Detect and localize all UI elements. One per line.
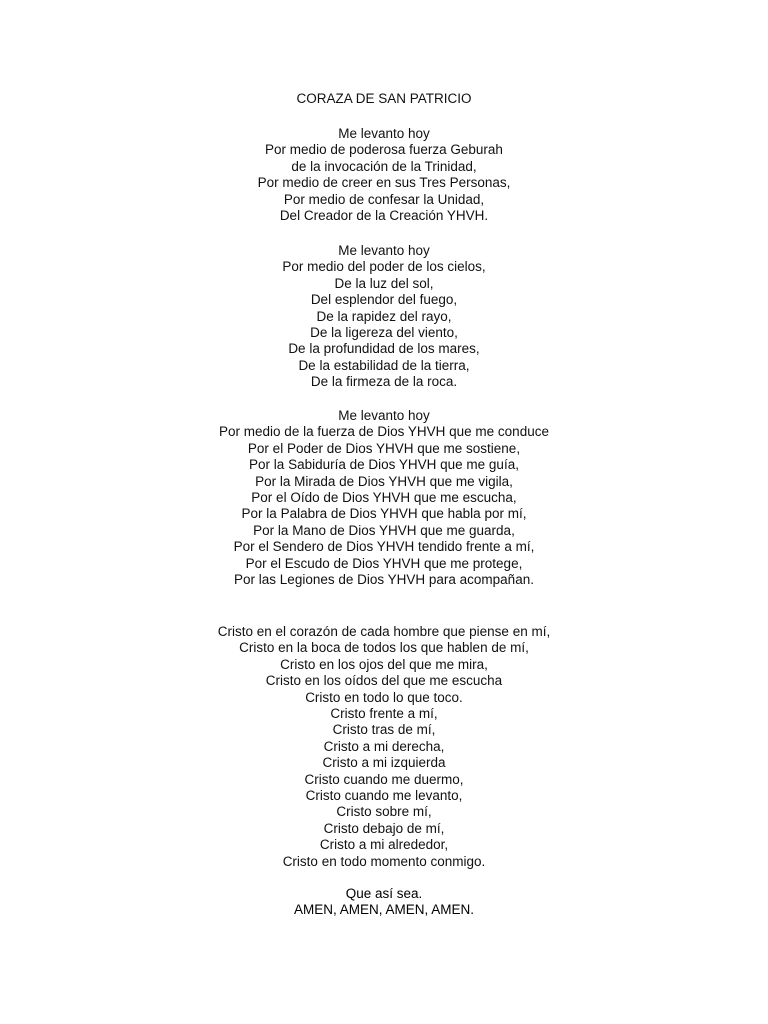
- verse-line: De la ligereza del viento,: [310, 325, 458, 341]
- verse-line: De la rapidez del rayo,: [316, 308, 452, 324]
- verse-line: Por medio de la fuerza de Dios YHVH que me conduce: [219, 424, 549, 440]
- verse-line: Por el Oído de Dios YHVH que me escucha,: [251, 490, 517, 506]
- verse-line: Cristo en la boca de todos los que hablen de mí,: [239, 640, 529, 656]
- stanza-4: [0, 624, 768, 870]
- verse-line: Por medio de creer en sus Tres Personas,: [257, 175, 511, 191]
- verse-line: Por medio de confesar la Unidad,: [283, 191, 485, 207]
- verse-line: Por medio del poder de los cielos,: [282, 259, 486, 275]
- verse-line: Me levanto hoy: [338, 243, 430, 258]
- verse-line: Cristo debajo de mí,: [323, 820, 445, 836]
- stanza-2: [0, 243, 768, 391]
- verse-line: Me levanto hoy: [338, 126, 430, 141]
- verse-line: Me levanto hoy: [338, 408, 430, 423]
- verse-line: De la profundidad de los mares,: [288, 341, 480, 357]
- verse-line: Por la Palabra de Dios YHVH que habla por mí,: [241, 506, 527, 522]
- stanza-1: [0, 126, 768, 224]
- verse-line: Cristo frente a mí,: [330, 706, 438, 722]
- verse-line: De la luz del sol,: [334, 275, 434, 291]
- verse-line: Por la Mano de Dios YHVH que me guarda,: [253, 522, 515, 538]
- verse-line: Cristo en los ojos del que me mira,: [280, 656, 488, 672]
- verse-line: Cristo cuando me duermo,: [304, 771, 464, 787]
- verse-line: Por el Escudo de Dios YHVH que me protege,: [245, 555, 523, 571]
- verse-line: Por la Sabiduría de Dios YHVH que me guía,: [249, 457, 519, 473]
- verse-line: Cristo a mi derecha,: [323, 738, 445, 754]
- verse-line: Cristo en todo momento conmigo.: [282, 853, 486, 869]
- page-title: CORAZA DE SAN PATRICIO: [296, 91, 472, 106]
- verse-line: Del esplendor del fuego,: [310, 292, 458, 308]
- verse-line: Cristo a mi izquierda: [322, 755, 446, 771]
- verse-line: De la firmeza de la roca.: [310, 374, 458, 390]
- verse-line: Del Creador de la Creación YHVH.: [279, 208, 489, 224]
- verse-line: Cristo a mi alrededor,: [319, 837, 449, 853]
- verse-line: Cristo tras de mí,: [332, 722, 436, 738]
- verse-line: AMEN, AMEN, AMEN, AMEN.: [293, 902, 475, 918]
- verse-line: Cristo en todo lo que toco.: [305, 689, 463, 705]
- verse-line: Por el Poder de Dios YHVH que me sostiene,: [247, 440, 521, 456]
- verse-line: Por la Mirada de Dios YHVH que me vigila,: [255, 473, 513, 489]
- verse-line: Que así sea.: [345, 886, 423, 901]
- verse-line: Por el Sendero de Dios YHVH tendido frente a mí,: [233, 539, 535, 555]
- verse-line: Por medio de poderosa fuerza Geburah: [265, 142, 503, 158]
- verse-line: Por las Legiones de Dios YHVH para acompañan.: [234, 572, 534, 588]
- verse-line: Cristo en los oídos del que me escucha: [265, 673, 503, 689]
- verse-line: Cristo en el corazón de cada hombre que piense en mí,: [217, 624, 551, 639]
- verse-line: De la estabilidad de la tierra,: [298, 357, 470, 373]
- verse-line: de la invocación de la Trinidad,: [291, 158, 477, 174]
- verse-line: Cristo sobre mí,: [336, 804, 432, 820]
- closing-stanza: [0, 886, 768, 919]
- verse-line: Cristo cuando me levanto,: [305, 788, 463, 804]
- stanza-3: [0, 408, 768, 588]
